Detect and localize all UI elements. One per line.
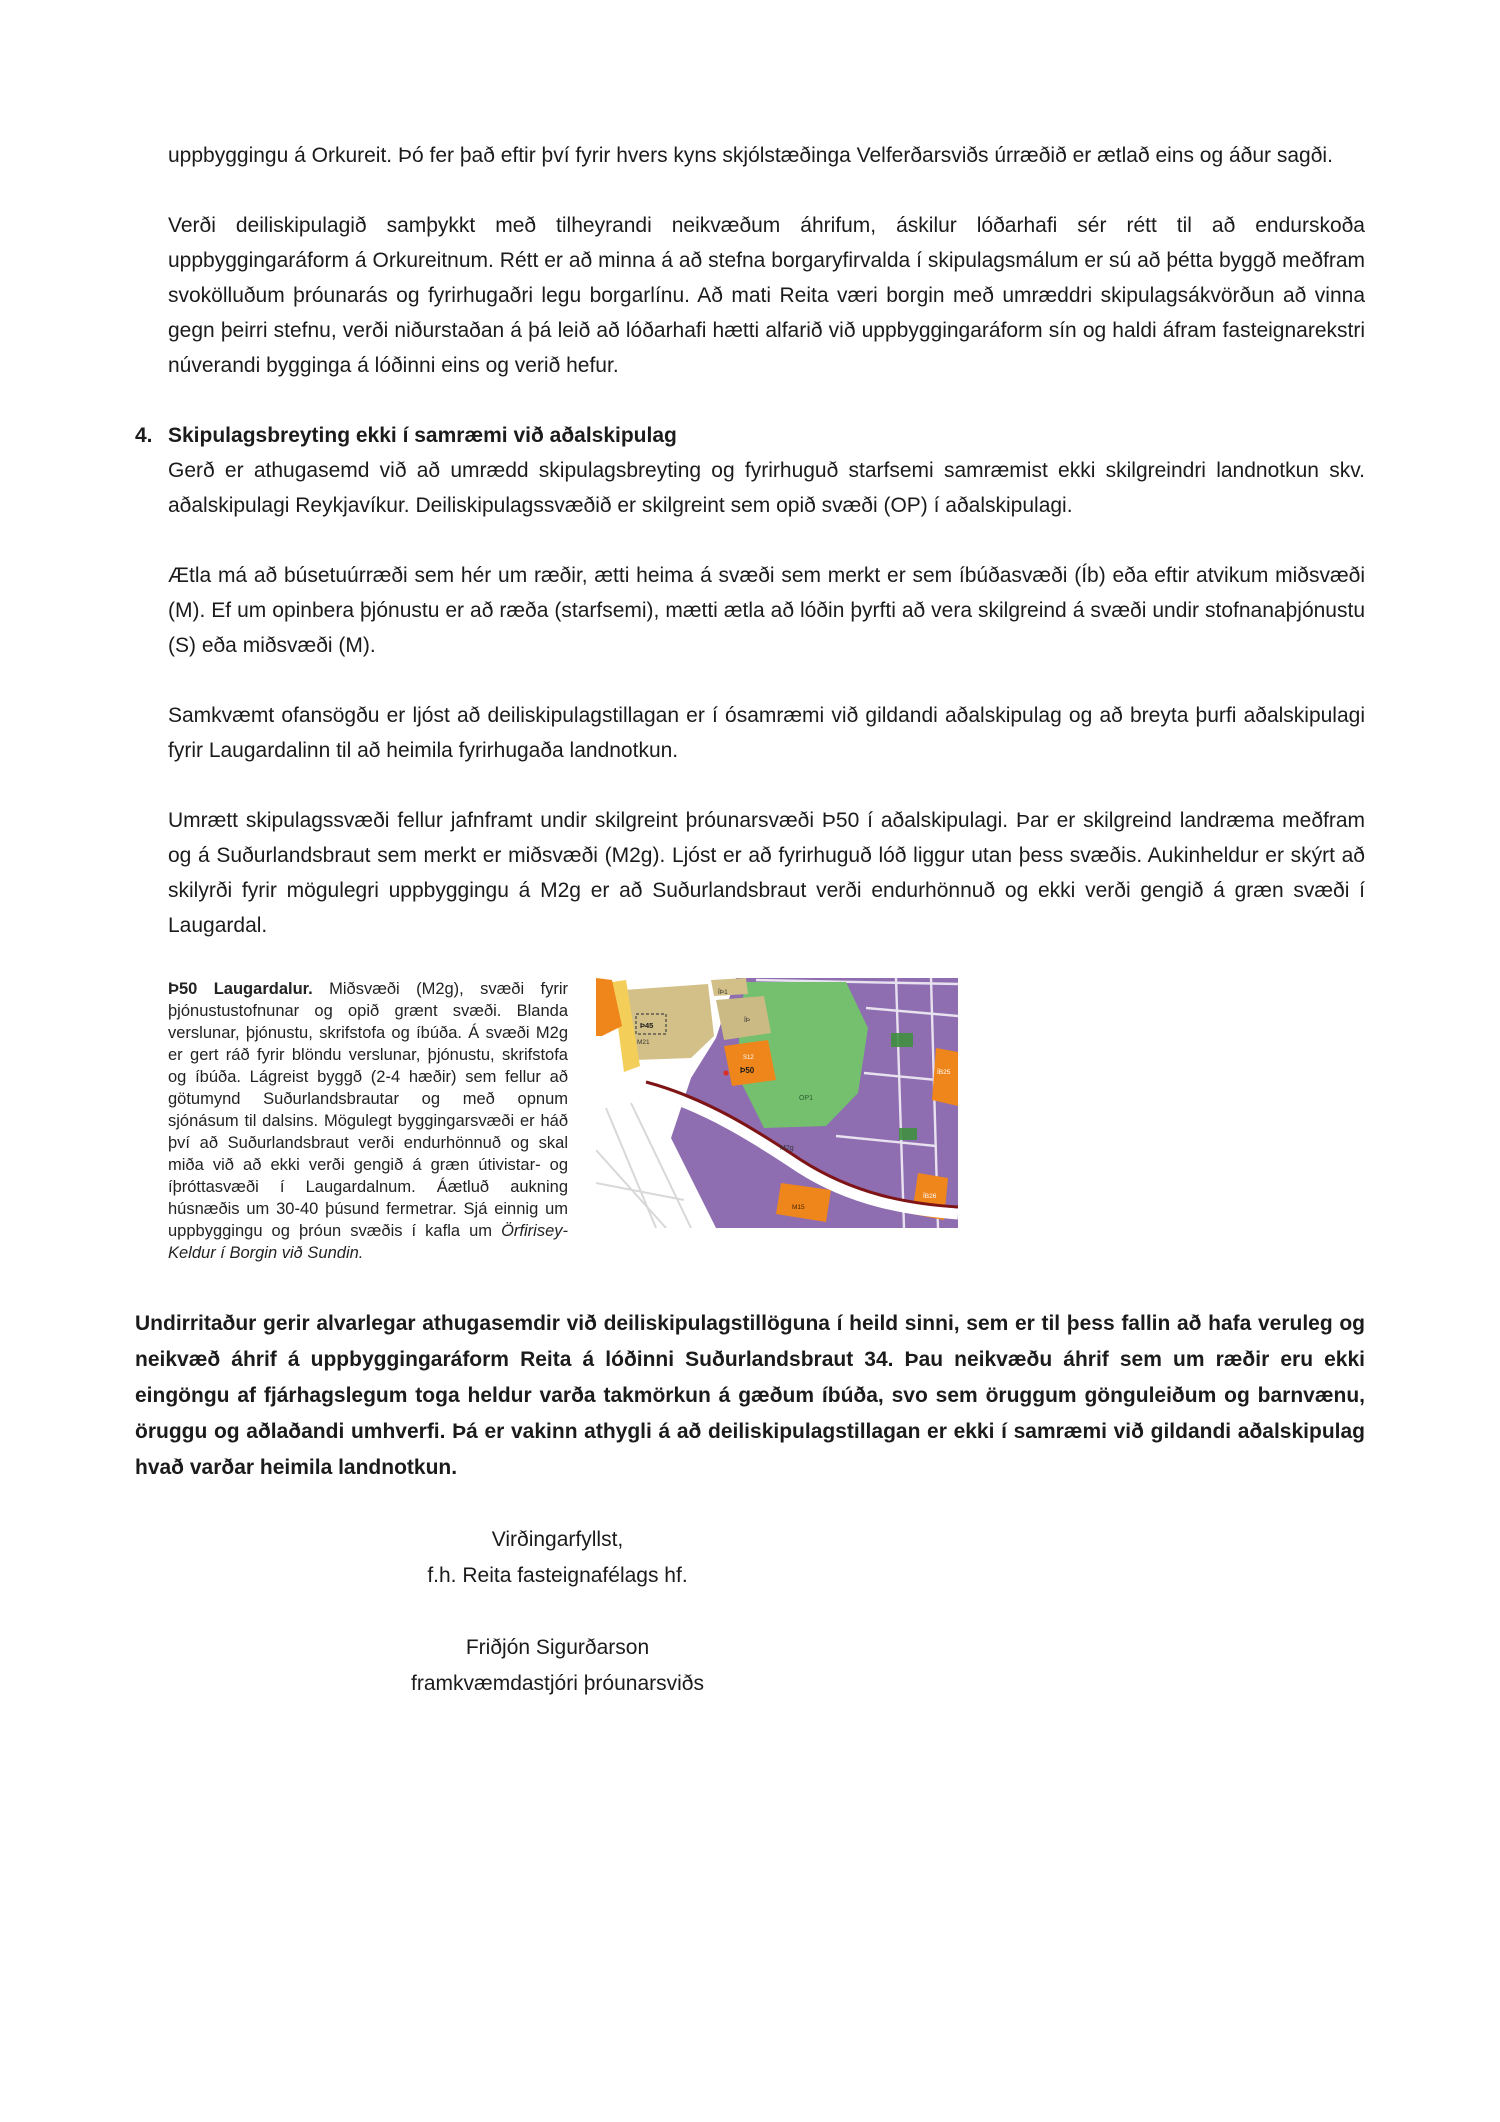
map-label-ith: ÍÞ — [744, 1017, 751, 1024]
map-site-marker — [723, 1070, 728, 1075]
map-institution-area-3 — [711, 978, 748, 996]
figure-caption-tail: Örfirisey-Keldur í Borgin við Sundin. — [168, 1222, 568, 1262]
signoff-line-1: Virðingarfyllst, — [491, 1528, 624, 1551]
section-4 — [135, 418, 1365, 943]
map-label-m2g: M2g — [780, 1145, 794, 1152]
signoff-signature — [135, 1630, 980, 1702]
map-label-ib26: ÍB26 — [923, 1193, 937, 1200]
document-content — [135, 138, 1365, 1738]
conclusion-paragraph: Undirritaður gerir alvarlegar athugasemdir við deiliskipulagstillöguna í heild sinni, sem er til þess fallin að hafa veruleg og neikvæð áhrif á uppbyggingaráform Reita á lóðinni Suðurlandsbraut 34. Þau neikvæðu áhrif sem um ræðir eru ekki eingöngu af fjárhagslegum toga heldur varða takmörkun á gæðum íbúða, svo sem öruggum gönguleiðum og barnvænu, öruggu og aðlaðandi umhverfi. Þá er vakinn athygli á að deiliskipulagstillagan er ekki í samræmi við gildandi aðalskipulag hvað varðar heimila landnotkun. — [135, 1312, 1365, 1479]
section-4-paragraph-4: Umrætt skipulagssvæði fellur jafnframt undir skilgreint þróunarsvæði Þ50 í aðalskipulagi. Þar er skilgreind landræma meðfram og á Suðurlandsbraut sem merkt er miðsvæði (M2g). Ljóst er að fyrirhuguð lóð liggur utan þess svæðis. Aukinheldur er skýrt að skilyrði fyrir mögulegri uppbyggingu á M2g er að Suðurlandsbraut verði endurhönnuð og ekki verði gengið á græn svæði í Laugardal. — [168, 809, 1365, 937]
section-4-paragraph-1: Gerð er athugasemd við að umrædd skipulagsbreyting og fyrirhuguð starfsemi samræmist ekki skilgreindri landnotkun skv. aðalskipulagi Reykjavíkur. Deiliskipulagssvæðið er skilgreint sem opið svæði (OP) í aðalskipulagi. — [168, 459, 1365, 517]
map-label-op1: OP1 — [799, 1095, 814, 1102]
figure-caption-body: Miðsvæði (M2g), svæði fyrir þjónustustofnunar og opið grænt svæði. Blanda verslunar, þjónustu, skrifstofa og íbúða. Á svæði M2g er gert ráð fyrir blöndu verslunar, þjónustu, skrifstofa og íbúða. Lágreist byggð (2-4 hæðir) sem fellur að götumynd Suðurlandsbrautar og með opnum sjónásum til dalsins. Mögulegt byggingarsvæði er háð því að Suðurlandsbraut verði endurhönnuð og skal miða við að ekki verði gengið á græn útivistar- og íþróttasvæði í Laugardalnum. Áætluð aukning húsnæðis um 30-40 þúsund fermetrar. Sjá einnig um uppbyggingu og þróun svæðis í kafla um — [168, 980, 568, 1240]
zoning-map — [596, 978, 958, 1228]
map-label-th45: Þ45 — [640, 1021, 654, 1030]
map-green-patch-1 — [891, 1033, 913, 1047]
section-4-heading: Skipulagsbreyting ekki í samræmi við aðalskipulag — [168, 424, 677, 447]
map-label-th50: Þ50 — [740, 1066, 755, 1075]
map-label-ith1: ÍÞ1 — [718, 989, 728, 996]
section-4-heading-row — [135, 418, 1365, 453]
signoff-block — [135, 1522, 980, 1702]
map-label-ib25: ÍB25 — [937, 1069, 951, 1076]
figure-caption — [168, 978, 568, 1264]
signoff-line-2: f.h. Reita fasteignafélags hf. — [427, 1564, 688, 1587]
signoff-title: framkvæmdastjóri þróunarsviðs — [411, 1672, 704, 1695]
map-label-m15: M15 — [792, 1204, 805, 1211]
figure-caption-lead: Þ50 Laugardalur. — [168, 980, 313, 998]
map-green-patch-2 — [899, 1128, 917, 1140]
map-label-m21: M21 — [637, 1039, 650, 1046]
zoning-map-image — [596, 978, 958, 1228]
section-4-paragraph-2: Ætla má að búsetuúrræði sem hér um ræðir, ætti heima á svæði sem merkt er sem íbúðasvæði (Íb) eða eftir atvikum miðsvæði (M). Ef um opinbera þjónustu er að ræða (starfsemi), mætti ætla að lóðin þyrfti að vera skilgreind á svæði undir stofnanaþjónustu (S) eða miðsvæði (M). — [168, 564, 1365, 657]
intro-paragraph-1: uppbyggingu á Orkureit. Þó fer það eftir því fyrir hvers kyns skjólstæðinga Velferðarsviðs úrræðið er ætlað eins og áður sagði. — [168, 144, 1333, 167]
intro-paragraph-2: Verði deiliskipulagið samþykkt með tilheyrandi neikvæðum áhrifum, áskilur lóðarhafi sér rétt til að endurskoða uppbyggingaráform á Orkureitnum. Rétt er að minna á að stefna borgaryfirvalda í skipulagsmálum er sú að þétta byggð meðfram svokölluðum þróunarás og fyrirhugaðri legu borgarlínu. Að mati Reita væri borgin með umræddri skipulagsákvörðun að vinna gegn þeirri stefnu, verði niðurstaðan á þá leið að lóðarhafi hætti alfarið við uppbyggingaráform sín og haldi áfram fasteignarekstri núverandi bygginga á lóðinni eins og verið hefur. — [168, 214, 1365, 377]
zoning-figure — [168, 978, 1365, 1264]
section-4-paragraph-3: Samkvæmt ofansögðu er ljóst að deiliskipulagstillagan er í ósamræmi við gildandi aðalskipulag og að breyta þurfi aðalskipulagi fyrir Laugardalinn til að heimila fyrirhugaða landnotkun. — [168, 704, 1365, 762]
map-orange-center — [724, 1040, 776, 1086]
map-institution-area-1 — [624, 984, 714, 1060]
map-orange-right — [932, 1048, 958, 1106]
signoff-name: Friðjón Sigurðarson — [465, 1636, 650, 1659]
section-4-number: 4. — [135, 424, 153, 447]
signoff-respectfully — [135, 1522, 980, 1594]
map-label-s12: S12 — [743, 1055, 754, 1061]
